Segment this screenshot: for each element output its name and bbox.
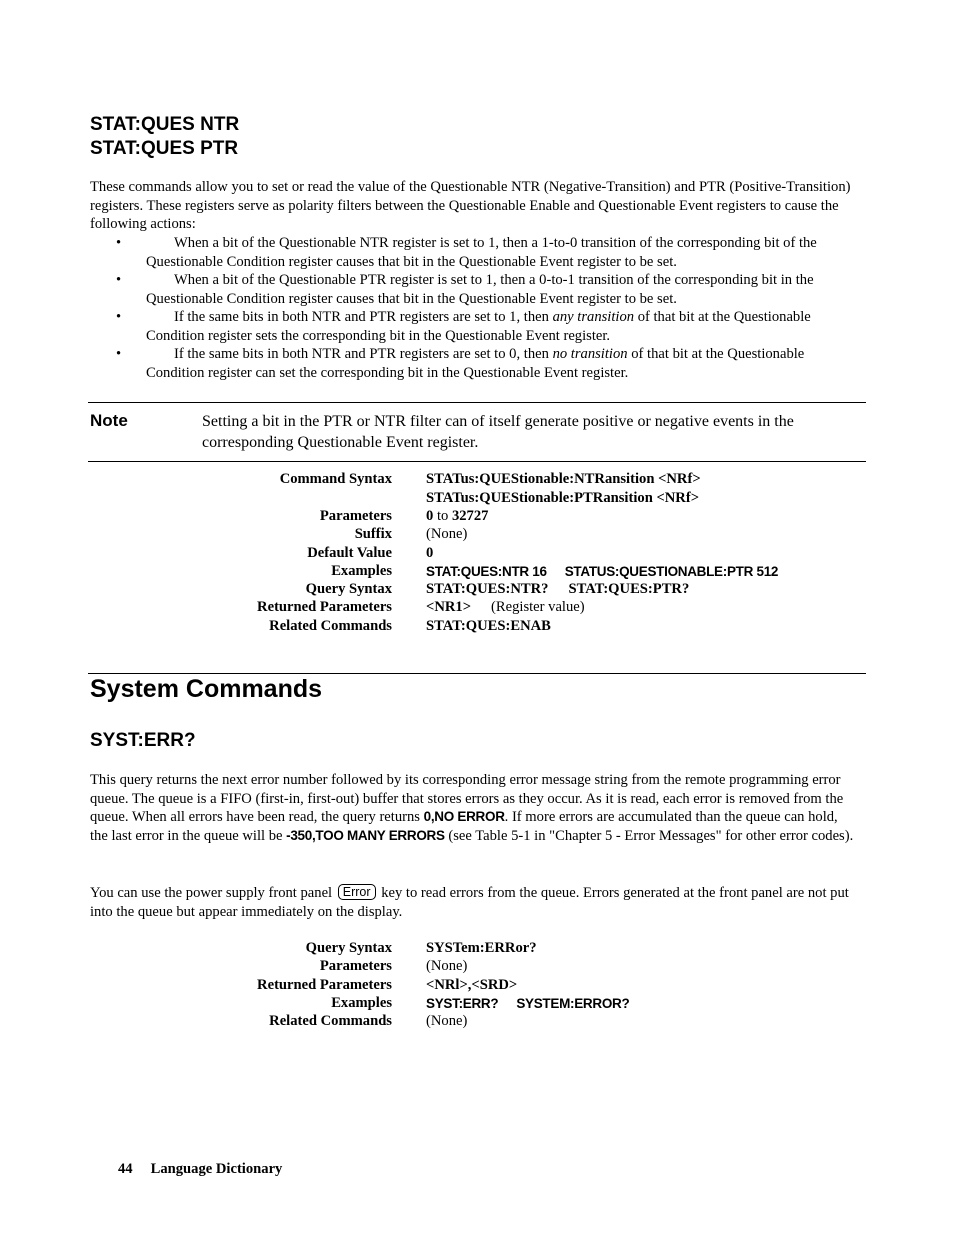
example-2: SYSTEM:ERROR?	[516, 996, 630, 1011]
label-examples: Examples	[331, 563, 392, 579]
syst-err-paragraph	[90, 771, 858, 845]
note-top-rule	[88, 402, 866, 403]
section-rule	[88, 673, 866, 674]
query-syntax-value: SYSTem:ERRor?	[426, 940, 537, 956]
label-query-syntax: Query Syntax	[305, 581, 392, 597]
list-item-emphasis: no transition	[552, 346, 628, 362]
label-command-syntax: Command Syntax	[279, 471, 392, 487]
page-title: System Commands	[90, 675, 323, 703]
command-syntax-ntr: STATus:QUEStionable:NTRansition <NRf>	[426, 471, 701, 487]
actions-list	[90, 234, 865, 382]
page-number: 44	[118, 1161, 133, 1177]
parameters-value	[426, 508, 488, 525]
section-heading-syst-err: SYST:ERR?	[90, 730, 196, 751]
param-high: 32727	[451, 508, 489, 524]
example-2: STATUS:QUESTIONABLE:PTR 512	[564, 564, 779, 579]
para-text: You can use the power supply front panel	[90, 885, 336, 901]
label-query-syntax: Query Syntax	[305, 940, 392, 956]
query-2: STAT:QUES:PTR?	[568, 581, 690, 597]
returned-value	[426, 599, 585, 616]
list-item-text: of that bit at the Questionable Condition register sets the corresponding bit in the Questionable Event register.	[146, 309, 811, 344]
param-low: 0	[426, 508, 434, 524]
list-item-text: When a bit of the Questionable NTR register is set to 1, then a 1-to-0 transition of the corresponding bit of the Questionable Condition register causes that bit in the Questionable Event register to be set.	[146, 235, 817, 270]
parameters-value: (None)	[426, 958, 468, 974]
para-text: This query returns the next error number followed by its corresponding error message string from the remote programming error queue. The queue is a FIFO (first-in, first-out) buffer that stores errors as they occur. As it is read, each error is removed from the queue. When all errors have been read, the query returns	[90, 772, 844, 825]
note-text: Setting a bit in the PTR or NTR filter can of itself generate positive or negative events in the corresponding Questionable Event register.	[202, 413, 794, 451]
list-item-text: of that bit at the Questionable Condition register can set the corresponding bit in the Questionable Event register.	[146, 346, 805, 381]
code-no-error: 0,NO ERROR	[423, 809, 505, 824]
label-suffix: Suffix	[354, 526, 392, 542]
returned-type: <NR1>	[426, 599, 472, 615]
intro-paragraph: These commands allow you to set or read the value of the Questionable NTR (Negative-Transition) and PTR (Positive-Transition) registers. These registers serve as polarity filters between the Questionable Enable and Questionable Event registers to cause the following actions:	[90, 179, 851, 232]
list-item	[90, 345, 865, 382]
label-returned-parameters: Returned Parameters	[257, 977, 392, 993]
section-heading-ntr: STAT:QUES NTR	[90, 114, 240, 135]
list-item-text: If the same bits in both NTR and PTR registers are set to 1, then	[174, 309, 553, 325]
code-too-many-errors: -350,TOO MANY ERRORS	[286, 827, 445, 843]
command-syntax-ptr: STATus:QUEStionable:PTRansition <NRf>	[426, 490, 700, 506]
returned-value: <NRl>,<SRD>	[426, 977, 518, 993]
label-related-commands: Related Commands	[269, 618, 392, 634]
section-heading-ptr: STAT:QUES PTR	[90, 138, 239, 159]
error-key-icon: Error	[338, 884, 376, 900]
query-syntax-value	[426, 581, 689, 598]
examples-value	[426, 996, 629, 1013]
bullet-icon: •	[116, 235, 122, 251]
label-examples: Examples	[331, 995, 392, 1011]
example-1: SYST:ERR?	[426, 996, 499, 1011]
label-parameters: Parameters	[319, 958, 392, 974]
list-item-emphasis: any transition	[552, 309, 635, 325]
example-1: STAT:QUES:NTR 16	[426, 564, 547, 579]
front-panel-paragraph	[90, 884, 858, 921]
list-item	[90, 271, 865, 308]
bullet-icon: •	[116, 272, 122, 288]
page-footer	[118, 1161, 282, 1178]
label-parameters: Parameters	[319, 508, 392, 524]
label-related-commands: Related Commands	[269, 1013, 392, 1029]
related-commands-value: STAT:QUES:ENAB	[426, 618, 551, 634]
bullet-icon: •	[116, 309, 122, 325]
query-1: STAT:QUES:NTR?	[426, 581, 549, 597]
list-item-text: If the same bits in both NTR and PTR registers are set to 0, then	[174, 346, 553, 362]
list-item	[90, 234, 865, 271]
param-to: to	[433, 508, 452, 524]
para-text: (see Table 5-1 in "Chapter 5 - Error Messages" for other error codes).	[444, 827, 854, 844]
bullet-icon: •	[116, 346, 122, 362]
para-text: . If more errors are accumulated than the queue can hold, the last error in the queue will be	[90, 809, 838, 844]
label-default-value: Default Value	[307, 545, 392, 561]
related-commands-value: (None)	[426, 1013, 468, 1029]
examples-value	[426, 564, 778, 581]
note-bottom-rule	[88, 461, 866, 462]
list-item	[90, 308, 865, 345]
footer-title: Language Dictionary	[150, 1161, 283, 1177]
default-value: 0	[426, 545, 434, 561]
label-returned-parameters: Returned Parameters	[257, 599, 392, 615]
suffix-value: (None)	[426, 526, 468, 542]
returned-desc: (Register value)	[491, 599, 585, 615]
para-text: key to read errors from the queue. Errors generated at the front panel are not put into the queue but appear immediately on the display.	[90, 885, 849, 920]
list-item-text: When a bit of the Questionable PTR register is set to 1, then a 0-to-1 transition of the corresponding bit in the Questionable Condition register causes that bit in the Questionable Event register to be set.	[146, 272, 814, 307]
note-label: Note	[90, 411, 128, 430]
